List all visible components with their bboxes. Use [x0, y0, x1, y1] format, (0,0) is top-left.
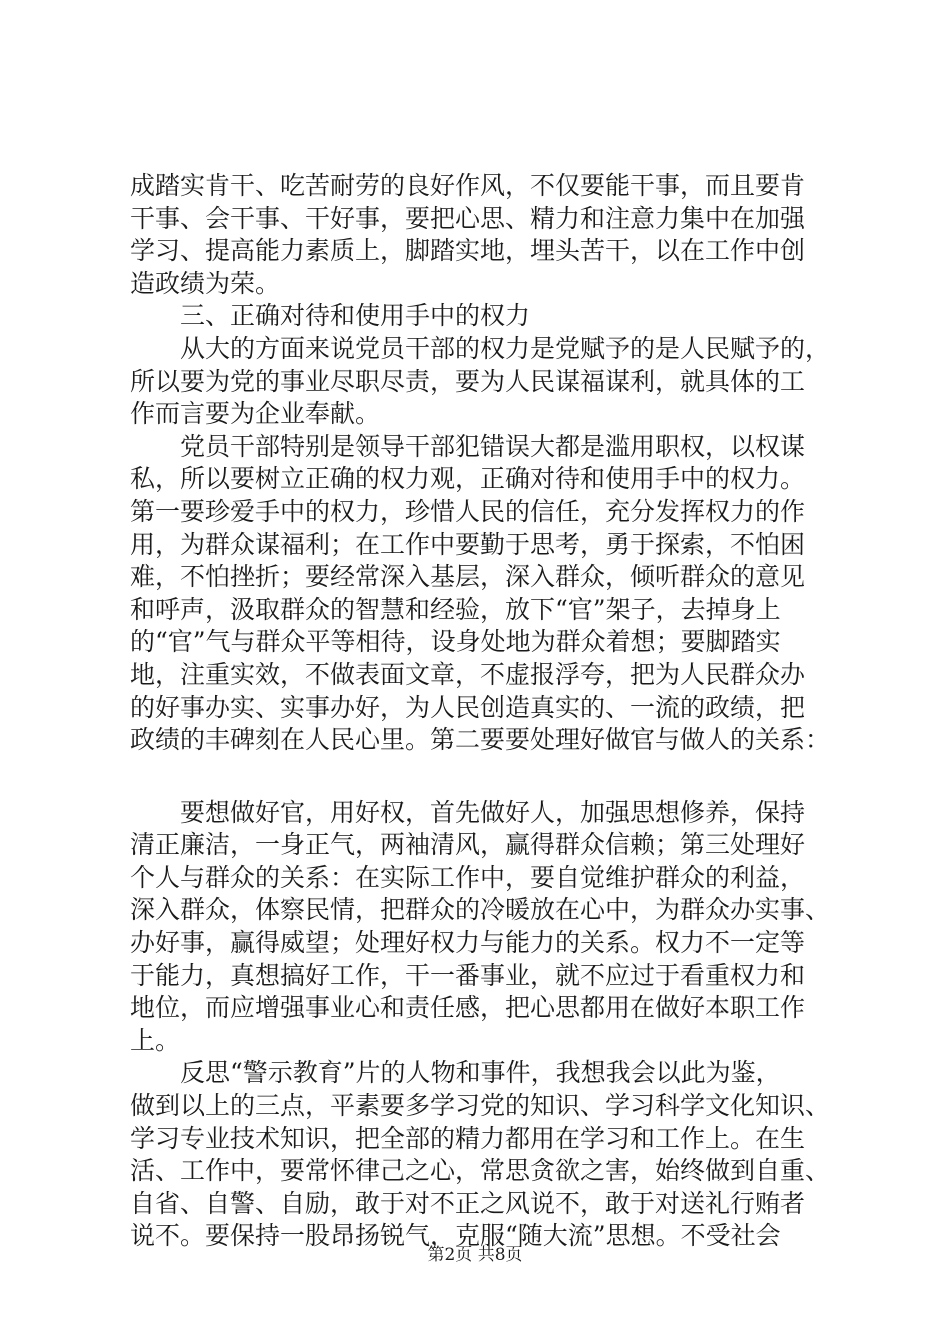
text-line: 和呼声，汲取群众的智慧和经验，放下“官”架子，去掉身上 [130, 594, 781, 624]
text-line: 所以要为党的事业尽职尽责，要为人民谋福谋利，就具体的工 [130, 366, 806, 396]
body-text [130, 170, 830, 1253]
text-line: 活、工作中，要常怀律己之心，常思贪欲之害，始终做到自重、 [130, 1156, 831, 1186]
paragraph-gap [130, 757, 830, 797]
text-line: 要想做好官，用好权，首先做好人，加强思想修养，保持 [130, 797, 806, 827]
text-line: 作而言要为企业奉献。 [130, 399, 381, 429]
text-line: 的“官”气与群众平等相待，设身处地为群众着想；要脚踏实 [130, 627, 781, 657]
text-line: 个人与群众的关系：在实际工作中，要自觉维护群众的利益， [130, 862, 806, 892]
text-line: 造政绩为荣。 [130, 268, 281, 298]
text-line: 从大的方面来说党员干部的权力是党赋予的是人民赋予的， [130, 333, 831, 363]
text-line: 说不。要保持一股昂扬锐气，克服“随大流”思想。不受社会 [130, 1221, 781, 1251]
text-line: 私，所以要树立正确的权力观，正确对待和使用手中的权力。 [130, 464, 806, 494]
text-line: 做到以上的三点，平素要多学习党的知识、学习科学文化知识、 [130, 1091, 831, 1121]
text-line: 党员干部特别是领导干部犯错误大都是滥用职权，以权谋 [130, 431, 806, 461]
text-line: 办好事，赢得威望；处理好权力与能力的关系。权力不一定等 [130, 928, 806, 958]
text-line: 地位，而应增强事业心和责任感，把心思都用在做好本职工作 [130, 993, 806, 1023]
text-line: 上。 [130, 1025, 181, 1055]
text-line: 第一要珍爱手中的权力，珍惜人民的信任，充分发挥权力的作 [130, 496, 806, 526]
text-line: 的好事办实、实事办好，为人民创造真实的、一流的政绩，把 [130, 692, 806, 722]
text-line: 政绩的丰碑刻在人民心里。第二要要处理好做官与做人的关系： [130, 725, 831, 755]
text-line: 深入群众，体察民情，把群众的冷暖放在心中，为群众办实事、 [130, 895, 831, 925]
page-number-footer: 第2页 共8页 [427, 1245, 523, 1265]
section-heading: 三、正确对待和使用手中的权力 [130, 301, 531, 331]
text-line: 学习、提高能力素质上，脚踏实地，埋头苦干，以在工作中创 [130, 236, 806, 266]
text-line: 自省、自警、自励，敢于对不正之风说不，敢于对送礼行贿者 [130, 1188, 806, 1218]
text-line: 反思“警示教育”片的人物和事件，我想我会以此为鉴， [130, 1058, 781, 1088]
text-line: 成踏实肯干、吃苦耐劳的良好作风，不仅要能干事，而且要肯 [130, 171, 806, 200]
text-line: 用，为群众谋福利；在工作中要勤于思考，勇于探索，不怕困 [130, 529, 806, 559]
text-line: 干事、会干事、干好事，要把心思、精力和注意力集中在加强 [130, 203, 806, 233]
text-line: 地，注重实效，不做表面文章，不虚报浮夸，把为人民群众办 [130, 659, 806, 689]
text-line: 难，不怕挫折；要经常深入基层，深入群众，倾听群众的意见 [130, 562, 806, 592]
text-line: 于能力，真想搞好工作，干一番事业，就不应过于看重权力和 [130, 960, 806, 990]
text-line: 学习专业技术知识，把全部的精力都用在学习和工作上。在生 [130, 1123, 806, 1153]
text-line: 清正廉洁，一身正气，两袖清风，赢得群众信赖；第三处理好 [130, 830, 806, 860]
